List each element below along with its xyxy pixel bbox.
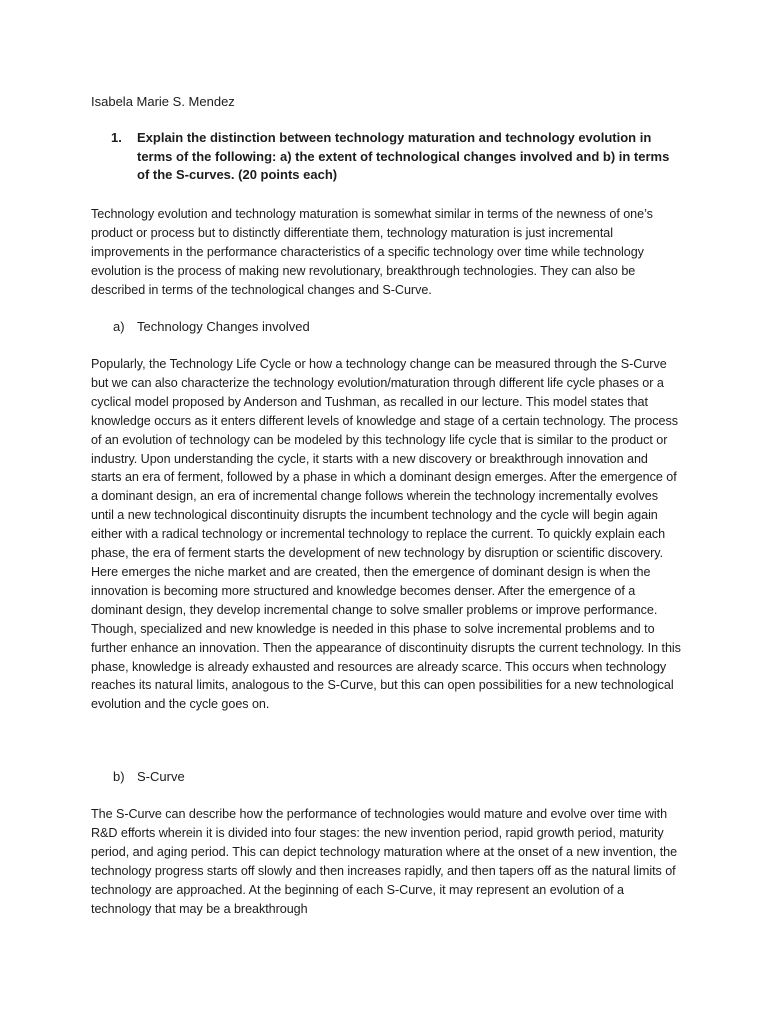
section-a-title: Technology Changes involved [137, 319, 310, 334]
section-a-heading [113, 318, 310, 336]
author-name: Isabela Marie S. Mendez [91, 94, 235, 109]
question-number: 1. [111, 130, 122, 145]
section-b-title: S-Curve [137, 769, 185, 784]
intro-paragraph: Technology evolution and technology maturation is somewhat similar in terms of the newness of one’s product or process but to distinctly differentiate them, technology maturation is just incremental improvements in the performance characteristics of a specific technology over time while technology evolution is the process of making new revolutionary, breakthrough technologies. They can also be described in terms of the technological changes and S-Curve. [91, 207, 653, 297]
question-1 [111, 129, 681, 185]
section-b-heading [113, 768, 185, 786]
section-b-paragraph: The S-Curve can describe how the performance of technologies would mature and evolve over time with R&D efforts wherein it is divided into four stages: the new invention period, rapid growth period, maturity period, and aging period. This can depict technology maturation where at the onset of a new invention, the technology progress starts off slowly and then increases rapidly, and then tapers off as the natural limits of technology are approached. At the beginning of each S-Curve, it may represent an evolution of a technology that may be a breakthrough [91, 807, 678, 916]
section-a-letter: a) [113, 319, 125, 334]
question-text: Explain the distinction between technology maturation and technology evolution in terms of the following: a) the extent of technological changes involved and b) in terms of the S-curves. (20 points each) [137, 130, 670, 182]
section-b-letter: b) [113, 769, 125, 784]
section-a-paragraph: Popularly, the Technology Life Cycle or how a technology change can be measured through the S-Curve but we can also characterize the technology evolution/maturation through different life cycle phases or a cyclical model proposed by Anderson and Tushman, as recalled in our lecture. This model states that knowledge occurs as it enters different levels of knowledge and stage of a certain technology. The process of an evolution of technology can be modeled by this technology life cycle that is similar to the product or industry. Upon understanding the cycle, it starts with a new discovery or breakthrough innovation and starts an era of ferment, followed by a phase in which a dominant design emerges. After the emergence of a dominant design, an era of incremental change follows wherein the technology incrementally evolves until a new technological discontinuity disrupts the incumbent technology and the cycle will begin again either with a radical technology or incremental technology to replace the current. To quickly explain each phase, the era of ferment starts the development of new technology by disruption or scientific discovery. Here emerges the niche market and are created, then the emergence of dominant design is when the innovation is becoming more structured and knowledge becomes denser. After the emergence of a dominant design, they develop incremental change to solve smaller problems or improve performance. Though, specialized and new knowledge is needed in this phase to solve incremental problems and to further enhance an innovation. Then the appearance of discontinuity disrupts the current technology. In this phase, knowledge is already exhausted and resources are already scarce. This occurs when technology reaches its natural limits, analogous to the S-Curve, but this can open possibilities for a new technological evolution and the cycle goes on. [91, 357, 681, 712]
